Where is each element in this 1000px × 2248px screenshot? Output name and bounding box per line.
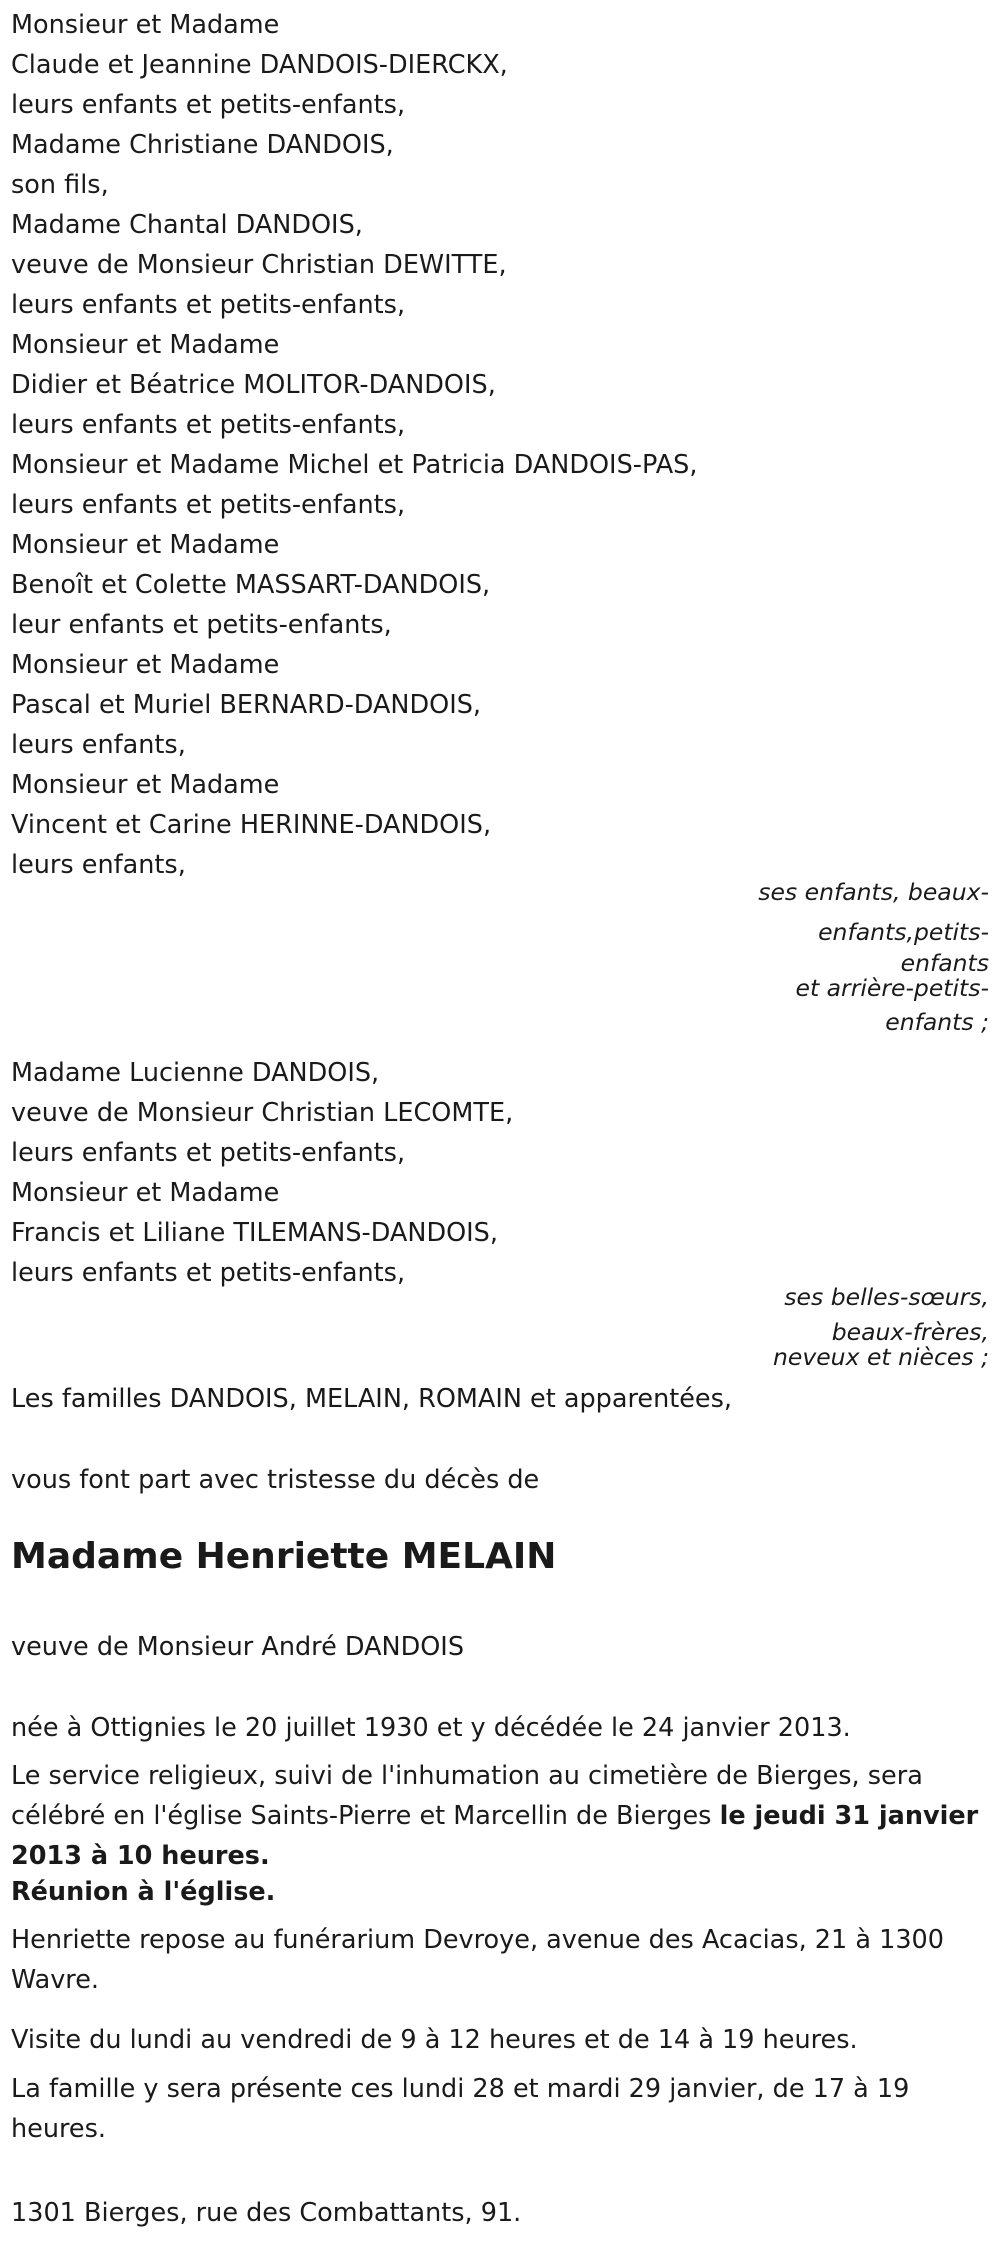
family-line: leurs enfants et petits-enfants,: [11, 490, 406, 520]
family-list-2: [11, 1053, 991, 1293]
family-line: Monsieur et Madame: [11, 330, 280, 360]
family-line: Monsieur et Madame: [11, 1178, 280, 1208]
family-line: leurs enfants,: [11, 730, 186, 760]
deceased-name: Madame Henriette MELAIN: [11, 1536, 557, 1577]
family-line: Monsieur et Madame: [11, 530, 280, 560]
note-line: neveux et nièces ;: [772, 1343, 989, 1371]
note-line: enfants,petits-: [818, 918, 989, 946]
family-list-1: [11, 5, 991, 885]
family-line: Vincent et Carine HERINNE-DANDOIS,: [11, 810, 492, 840]
service-paragraph: [11, 1756, 1000, 1876]
family-line: leurs enfants,: [11, 850, 186, 880]
relation-note-2: [772, 1277, 989, 1371]
address-line: 1301 Bierges, rue des Combattants, 91.: [11, 2198, 522, 2228]
family-line: Madame Christiane DANDOIS,: [11, 130, 394, 160]
note-line: enfants: [900, 949, 989, 977]
family-line: Benoît et Colette MASSART-DANDOIS,: [11, 570, 491, 600]
family-line: leur enfants et petits-enfants,: [11, 610, 392, 640]
family-line: Monsieur et Madame: [11, 10, 280, 40]
announce-line: vous font part avec tristesse du décès de: [11, 1465, 540, 1495]
visits-line: Visite du lundi au vendredi de 9 à 12 heures et de 14 à 19 heures.: [11, 2025, 858, 2055]
family-line: Madame Lucienne DANDOIS,: [11, 1058, 380, 1088]
note-line: beaux-frères,: [831, 1318, 989, 1346]
family-line: Monsieur et Madame Michel et Patricia DANDOIS-PAS,: [11, 450, 698, 480]
family-line: Monsieur et Madame: [11, 770, 280, 800]
family-line: son fils,: [11, 170, 109, 200]
note-line: ses enfants, beaux-: [758, 878, 989, 906]
birth-death-line: née à Ottignies le 20 juillet 1930 et y décédée le 24 janvier 2013.: [11, 1713, 851, 1743]
family-line: veuve de Monsieur Christian DEWITTE,: [11, 250, 507, 280]
note-line: ses belles-sœurs,: [784, 1283, 989, 1311]
relation-note-1: [758, 872, 989, 1042]
family-line: Pascal et Muriel BERNARD-DANDOIS,: [11, 690, 482, 720]
reunion-line: Réunion à l'église.: [11, 1877, 276, 1907]
note-line: enfants ;: [885, 1008, 989, 1036]
service-date: le jeudi 31 janvier 2013 à 10 heures.: [11, 1801, 979, 1871]
family-line: veuve de Monsieur Christian LECOMTE,: [11, 1098, 514, 1128]
family-line: Didier et Béatrice MOLITOR-DANDOIS,: [11, 370, 496, 400]
funerarium-line: Henriette repose au funérarium Devroye, avenue des Acacias, 21 à 1300 Wavre.: [11, 1925, 944, 1995]
service-text: Le service religieux, suivi de l'inhumation au cimetière de Bierges, sera célébré en l'église Saints-Pierre et Marcellin de Bierges: [11, 1761, 923, 1831]
families-line: Les familles DANDOIS, MELAIN, ROMAIN et apparentées,: [11, 1384, 732, 1414]
family-line: Francis et Liliane TILEMANS-DANDOIS,: [11, 1218, 498, 1248]
family-line: leurs enfants et petits-enfants,: [11, 1138, 406, 1168]
widow-line: veuve de Monsieur André DANDOIS: [11, 1632, 465, 1662]
family-line: Madame Chantal DANDOIS,: [11, 210, 363, 240]
family-line: leurs enfants et petits-enfants,: [11, 1258, 406, 1288]
family-line: Claude et Jeannine DANDOIS-DIERCKX,: [11, 50, 508, 80]
family-line: leurs enfants et petits-enfants,: [11, 90, 406, 120]
family-line: leurs enfants et petits-enfants,: [11, 410, 406, 440]
family-line: Monsieur et Madame: [11, 650, 280, 680]
family-line: leurs enfants et petits-enfants,: [11, 290, 406, 320]
family-presence-line: La famille y sera présente ces lundi 28 et mardi 29 janvier, de 17 à 19 heures.: [11, 2074, 910, 2144]
note-line: et arrière-petits-: [795, 974, 989, 1002]
